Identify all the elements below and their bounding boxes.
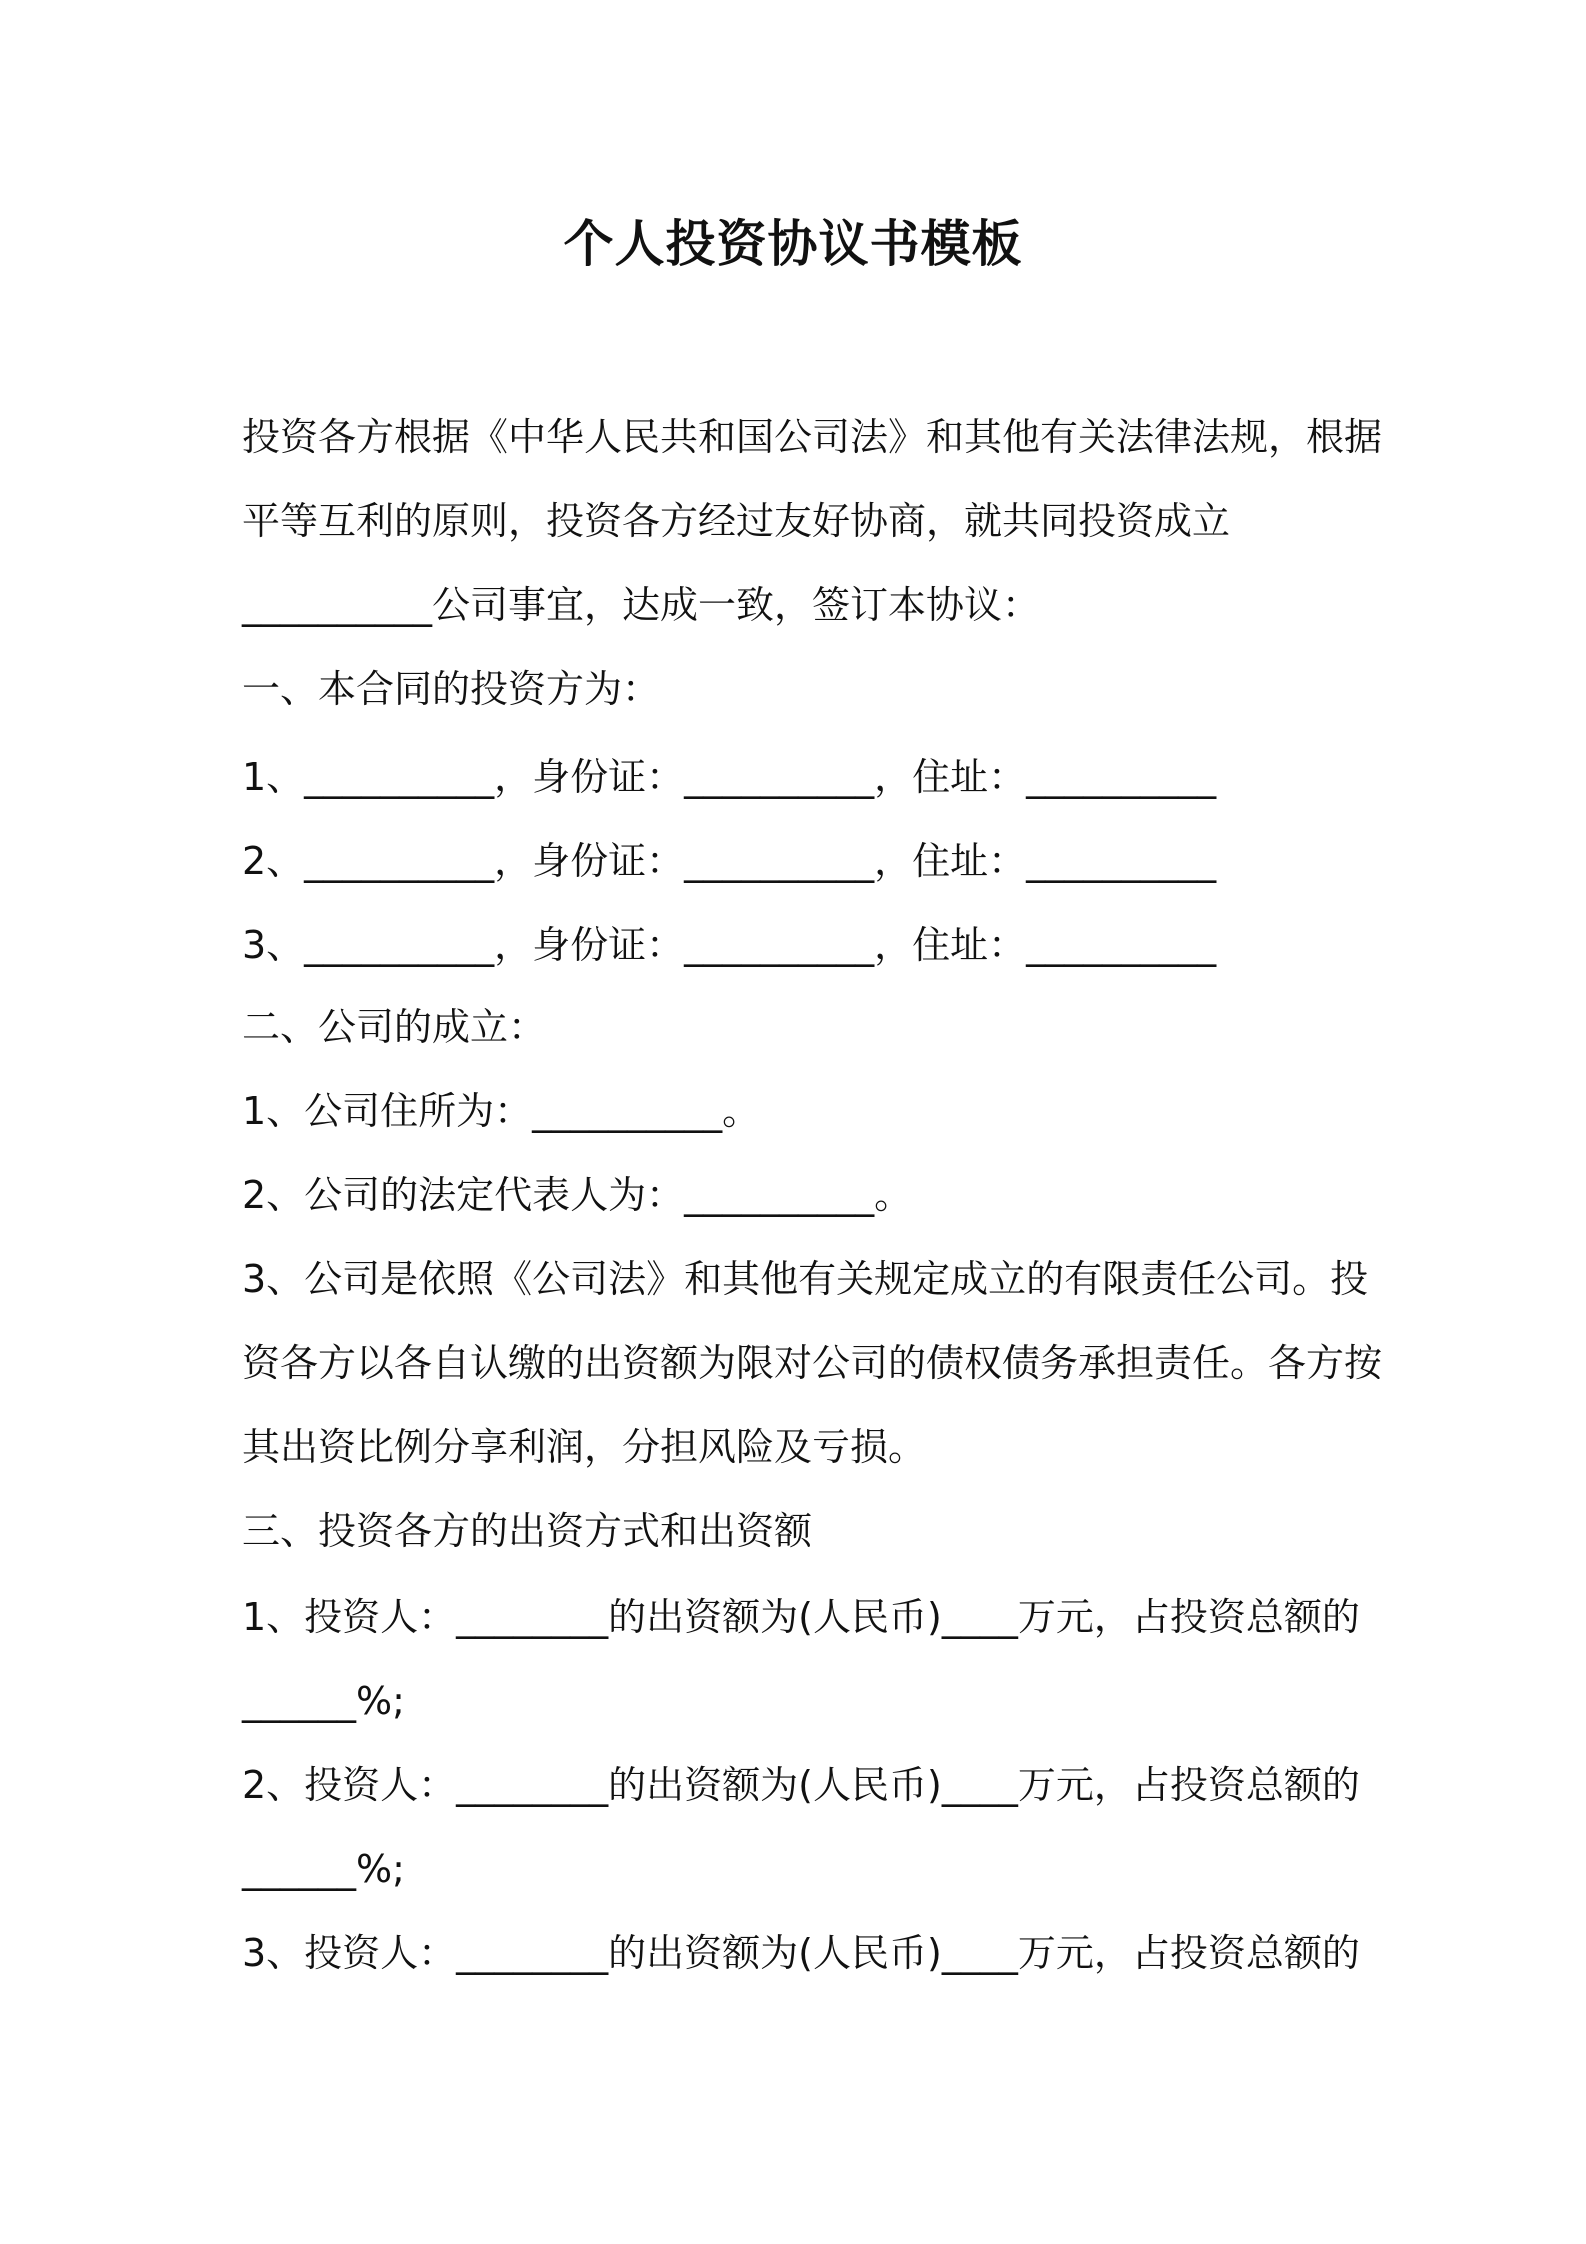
document-title: 个人投资协议书模板 bbox=[563, 215, 1023, 273]
contribution-line-3: 3、投资人：________的出资额为(人民币)____万元，占投资总额的 bbox=[242, 1931, 1360, 1975]
intro-line-2: 平等互利的原则，投资各方经过友好协商，就共同投资成立 bbox=[242, 499, 1231, 543]
liability-line-2: 资各方以各自认缴的出资额为限对公司的债权债务承担责任。各方按 bbox=[242, 1341, 1383, 1385]
liability-line-1: 3、公司是依照《公司法》和其他有关规定成立的有限责任公司。投 bbox=[242, 1257, 1369, 1301]
investor-entry-1: 1、__________，身份证：__________，住址：__________ bbox=[242, 755, 1217, 799]
intro-line-1: 投资各方根据《中华人民共和国公司法》和其他有关法律法规，根据 bbox=[242, 415, 1383, 459]
intro-line-3: __________公司事宜，达成一致，签订本协议： bbox=[242, 583, 1041, 627]
investor-entry-3: 3、__________，身份证：__________，住址：__________ bbox=[242, 923, 1217, 967]
section-heading-1: 一、本合同的投资方为： bbox=[242, 667, 661, 711]
investor-entry-2: 2、__________，身份证：__________，住址：__________ bbox=[242, 839, 1217, 883]
liability-line-3: 其出资比例分享利润，分担风险及亏损。 bbox=[242, 1425, 927, 1469]
contribution-line-1: 1、投资人：________的出资额为(人民币)____万元，占投资总额的 bbox=[242, 1595, 1360, 1639]
legal-representative-line: 2、公司的法定代表人为：__________。 bbox=[242, 1173, 913, 1217]
contribution-percent-2: ______%; bbox=[242, 1847, 405, 1891]
section-heading-2: 二、公司的成立： bbox=[242, 1005, 547, 1049]
contribution-line-2: 2、投资人：________的出资额为(人民币)____万元，占投资总额的 bbox=[242, 1763, 1360, 1807]
contribution-percent-1: ______%; bbox=[242, 1679, 405, 1723]
company-address-line: 1、公司住所为：__________。 bbox=[242, 1089, 761, 1133]
section-heading-3: 三、投资各方的出资方式和出资额 bbox=[242, 1509, 813, 1553]
